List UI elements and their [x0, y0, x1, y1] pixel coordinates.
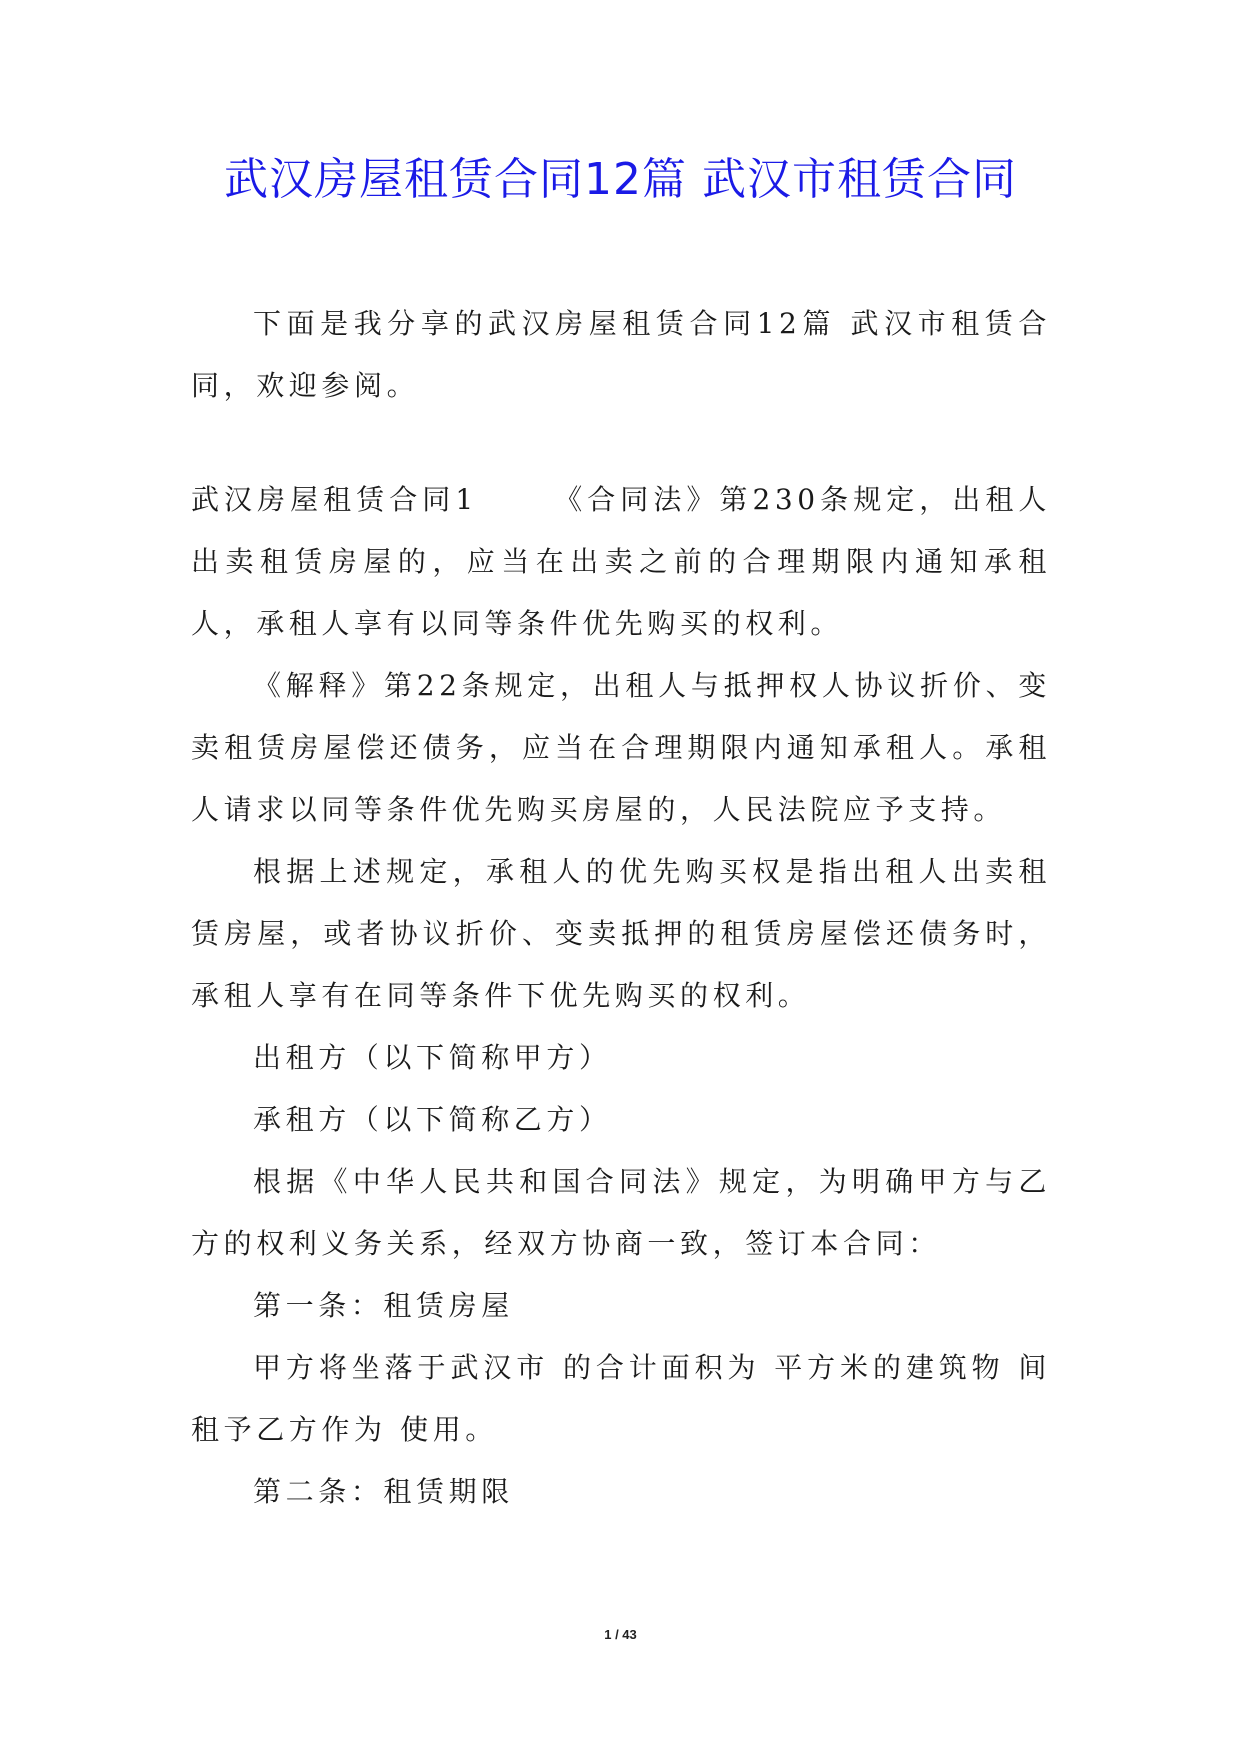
- intro-paragraph: 下面是我分享的武汉房屋租赁合同12篇 武汉市租赁合同，欢迎参阅。: [191, 307, 1051, 402]
- document-body: [191, 293, 1051, 1523]
- article-1-heading: 第一条：租赁房屋: [253, 1289, 514, 1322]
- article-1-text: 甲方将坐落于武汉市 的合计面积为 平方米的建筑物 间租予乙方作为 使用。: [191, 1351, 1051, 1446]
- paragraph-preemptive-right: 根据上述规定，承租人的优先购买权是指出租人出卖租赁房屋，或者协议折价、变卖抵押的租赁房屋偿还债务时，承租人享有在同等条件下优先购买的权利。: [191, 855, 1051, 1012]
- paragraph-interpretation-22: 《解释》第22条规定，出租人与抵押权人协议折价、变卖租赁房屋偿还债务，应当在合理期限内通知承租人。承租人请求以同等条件优先购买房屋的，人民法院应予支持。: [191, 669, 1051, 826]
- contract-1-label: 武汉房屋租赁合同1: [191, 483, 478, 516]
- contract-1-paragraph: [191, 469, 1051, 655]
- paragraph-lessor: 出租方（以下简称甲方）: [253, 1041, 612, 1074]
- paragraph-spacer: [191, 417, 1051, 469]
- page-number: 1 / 43: [604, 1627, 637, 1642]
- paragraph-lessee: 承租方（以下简称乙方）: [253, 1103, 612, 1136]
- article-2-heading: 第二条：租赁期限: [253, 1475, 514, 1508]
- paragraph-contract-basis: 根据《中华人民共和国合同法》规定，为明确甲方与乙方的权利义务关系，经双方协商一致，签订本合同：: [191, 1165, 1051, 1260]
- document-title: 武汉房屋租赁合同12篇 武汉市租赁合同: [224, 154, 1017, 205]
- contract-1-text: 《合同法》第230条规定，出租人出卖租赁房屋的，应当在出卖之前的合理期限内通知承租人，承租人享有以同等条件优先购买的权利。: [191, 483, 1052, 640]
